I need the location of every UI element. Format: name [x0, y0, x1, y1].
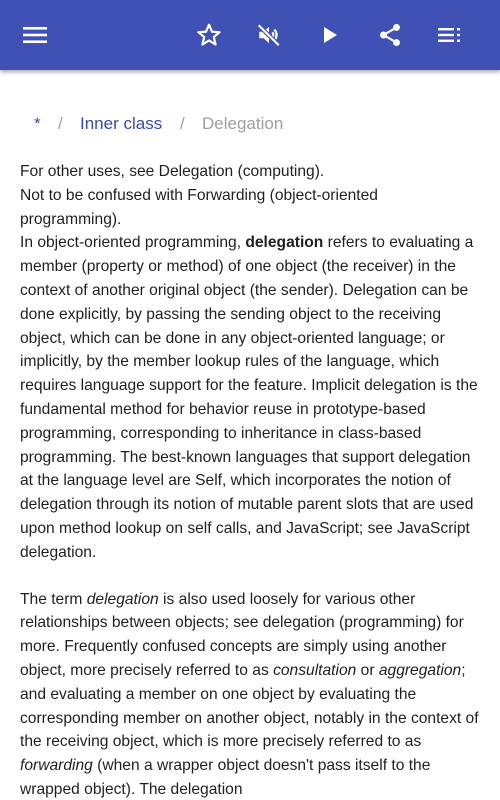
share-icon	[377, 22, 403, 48]
italic-term: forwarding	[20, 757, 93, 775]
list-icon	[437, 23, 463, 47]
bold-term: delegation	[245, 234, 324, 252]
paragraph-text: or	[356, 661, 379, 679]
star-outline-icon	[196, 22, 222, 48]
breadcrumb-separator: /	[58, 114, 63, 133]
share-button[interactable]	[366, 11, 414, 59]
paragraph-terminology	[20, 588, 482, 800]
breadcrumb-home-link[interactable]: *	[34, 114, 41, 133]
sound-toggle-button[interactable]	[245, 11, 293, 59]
contents-button[interactable]	[426, 11, 474, 59]
play-icon	[318, 23, 342, 47]
breadcrumb-current: Delegation	[202, 114, 284, 133]
paragraph-text: (when a wrapper object doesn't pass itself to the wrapped object). The delegation	[20, 757, 431, 798]
play-button[interactable]	[306, 11, 354, 59]
breadcrumb-separator: /	[180, 114, 185, 133]
paragraph-text: The term	[20, 590, 87, 608]
hatnote-other-uses: For other uses, see Delegation (computing).	[20, 163, 325, 180]
italic-term: consultation	[273, 661, 357, 679]
app-toolbar	[0, 0, 500, 70]
article-body	[20, 160, 482, 800]
article-content[interactable]	[0, 70, 500, 800]
paragraph-intro	[20, 231, 482, 564]
paragraph-text: ; and evaluating a member on one object by evaluating the corresponding member on another object, notably in the context of the receiving object, which is more precisely referred to as	[20, 661, 479, 751]
menu-button[interactable]	[11, 11, 59, 59]
italic-term: delegation	[86, 590, 159, 608]
menu-icon	[23, 23, 47, 47]
volume-off-icon	[256, 22, 282, 48]
italic-term: aggregation	[378, 661, 462, 679]
breadcrumb-parent-link[interactable]: Inner class	[80, 114, 163, 133]
paragraph-text: refers to evaluating a member (property or method) of one object (the receiver) in the context of another original object (the sender). Delegation can be done explicitly, by passing the sending object to the receiving object, which can be done in any object-oriented language; or implicitly, by the member lookup rules of the language, which requires language support for the feature. Implicit delegation is the fundamental method for behavior reuse in prototype-based programming, corresponding to inheritance in class-based programming. The best-known languages that support delegation at the language level are Self, which incorporates the notion of delegation through its notion of mutable parent slots that are used upon method lookup on self calls, and JavaScript; see JavaScript delegation.	[20, 234, 478, 561]
favorite-button[interactable]	[185, 11, 233, 59]
paragraph-text: In object-oriented programming,	[20, 234, 246, 252]
hatnote-not-confused: Not to be confused with Forwarding (object-oriented programming).	[20, 186, 378, 228]
breadcrumb	[0, 112, 500, 136]
paragraph-text: is also used loosely for various other relationships between objects; see delegation (programming) for more. Frequently confused concepts are simply using another object, more precisely referred to as	[20, 590, 464, 679]
